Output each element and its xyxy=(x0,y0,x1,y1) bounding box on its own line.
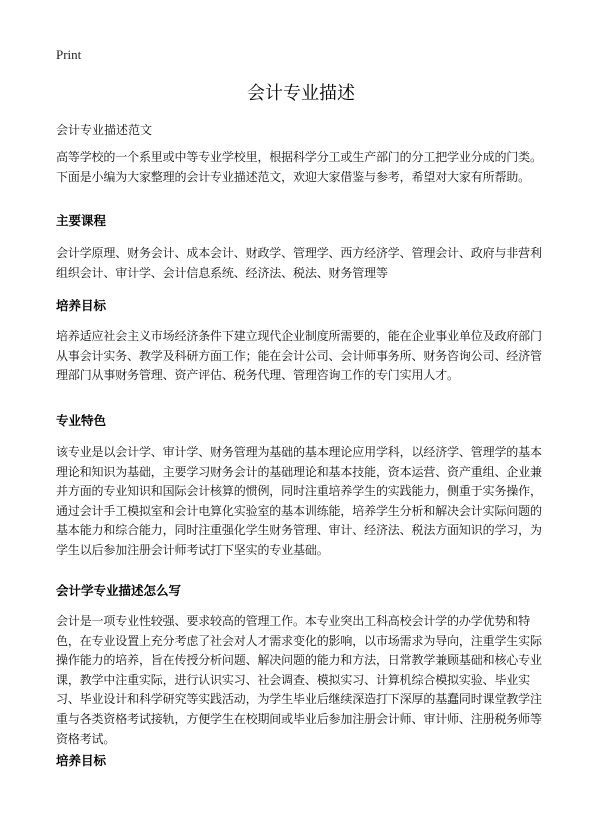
section-heading-features: 专业特色 xyxy=(56,413,107,428)
section-body-features: 该专业是以会计学、审计学、财务管理为基础的基本理论应用学科，以经济学、管理学的基本理论和知识为基础，主要学习财务会计的基础理论和基本技能，资本运营、资产重组、企业兼并方面的专业知识和国际会计核算的惯例，同时注重培养学生的实践能力，侧重于实务操作，通过会计手工模拟室和会计电算化实验室的基本训练能，培养学生分析和解决会计实际问题的基本能力和综合能力，同时注重强化学生财务管理、审计、经济法、税法方面知识的学习，为学生以后参加注册会计师考试打下坚实的专业基础。 xyxy=(56,445,542,557)
section-body-training-goals: 培养适应社会主义市场经济条件下建立现代企业制度所需要的，能在企业事业单位及政府部门从事会计实务、教学及科研方面工作；能在会计公司、会计师事务所、财务咨询公司、经济管理部门从事财务管理、资产评估、税务代理、管理咨询工作的专门实用人才。 xyxy=(56,329,542,383)
section-heading-training-goals: 培养目标 xyxy=(56,298,107,313)
page-title: 会计专业描述 xyxy=(247,83,355,104)
section-heading-how-to-write: 会计学专业描述怎么写 xyxy=(56,583,182,598)
print-link[interactable]: Print xyxy=(56,47,82,62)
section-body-main-courses: 会计学原理、财务会计、成本会计、财政学、管理学、西方经济学、管理会计、政府与非营利组织会计、审计学、会计信息系统、经济法、税法、财务管理等 xyxy=(56,246,542,280)
section-heading-main-courses: 主要课程 xyxy=(56,213,107,228)
subtitle: 会计专业描述范文 xyxy=(56,123,153,137)
section-body-how-to-write: 会计是一项专业性较强、要求较高的管理工作。本专业突出工科高校会计学的办学优势和特色，在专业设置上充分考虑了社会对人才需求变化的影响，以市场需求为导向，注重学生实际操作能力的培养，旨在传授分析问题、解决问题的能力和方法，日常教学兼顾基础和核心专业课，教学中注重实际，进行认识实习、社会调查、模拟实习、计算机综合模拟实验、毕业实习、毕业设计和科学研究等实践活动，为学生毕业后继续深造打下深厚的基蠢同时课堂教学注重与各类资格考试接轨，方便学生在校期间或毕业后参加注册会计师、审计师、注册税务师等资格考试。 xyxy=(56,614,542,746)
intro-paragraph: 高等学校的一个系里或中等专业学校里，根据科学分工或生产部门的分工把学业分成的门类。下面是小编为大家整理的会计专业描述范文，欢迎大家借鉴与参考，希望对大家有所帮助。 xyxy=(56,150,542,184)
section-heading-training-goals-2: 培养目标 xyxy=(56,753,107,768)
